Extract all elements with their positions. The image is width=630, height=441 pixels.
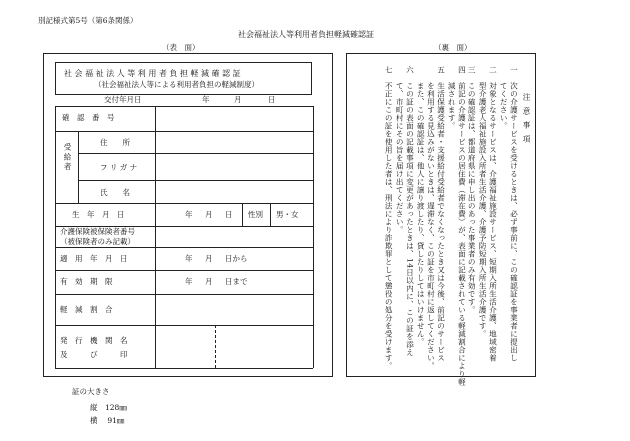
confirmation-number-label: 確 認 番 号	[62, 113, 115, 122]
insured-number-label: 介護保険被保険者番号	[60, 227, 135, 236]
back-label: （裏 面）	[434, 43, 472, 52]
note-item-4: 四 前記の介護サービスの居住費（滞在費）が、表面に記載されている軽減割合により軽 減されます。	[447, 66, 467, 386]
insured-number-note: （被保険者のみ記載）	[60, 237, 135, 246]
front-label: （表 面）	[162, 43, 200, 52]
card-title: 社 会 福 祉 法 人 等 利 用 者 負 担 軽 減 確 認 証	[64, 69, 241, 78]
card-size-label: 証の大きさ	[72, 387, 110, 396]
sex-value: 男・女	[276, 210, 299, 219]
card-subtitle: （社会福祉法人等による利用者負担の軽減制度）	[94, 80, 259, 89]
page-title: 社会福祉法人等利用者負担軽減確認証	[238, 30, 374, 39]
start-month: 月	[205, 254, 213, 263]
reduction-label: 軽 減 割 合	[60, 305, 113, 314]
start-date-label: 適 用 年 月 日	[60, 254, 128, 263]
address-label: 住 所	[100, 138, 130, 147]
issuer-label: 発 行 機 関 名	[60, 336, 128, 345]
notes-heading: 注 意 事 項	[522, 93, 531, 145]
expiry-day: 日まで	[225, 277, 248, 286]
birth-day: 日	[225, 210, 233, 219]
issuer-seal-label: 及 び 印	[60, 350, 128, 359]
note-item-1: 一 次の介護サービスを受けるときは、必ず事前に、この確認証を事業者に提出し てください。	[499, 66, 519, 362]
start-day: 日から	[225, 254, 248, 263]
name-label: 氏 名	[100, 188, 130, 197]
card-size-width: 横 91㎜	[90, 416, 125, 425]
sex-label: 性別	[248, 210, 263, 219]
birth-month: 月	[205, 210, 213, 219]
note-item-6: 六 この証の表面の記載事項に変更があったときは、14日以内に、この証を添え て、市町村にその旨を届け出てください。	[395, 66, 415, 357]
issue-month: 月	[234, 95, 242, 104]
note-item-3: 三 この確認証は、都道府県に申し出のあった事業者のみ有効です。	[467, 66, 477, 314]
note-item-2: 二 対象となるサービスは、介護福祉施設サービス、短期入所生活介護、地域密着 型介護老人福祉施設入所者生活介護、介護予防短期入所生活介護です。	[478, 66, 498, 362]
birthdate-label: 生 年 月 日	[72, 210, 125, 219]
expiry-year: 年	[185, 277, 193, 286]
furigana-label: フ リ ガ ナ	[100, 163, 138, 172]
card-title-box	[55, 62, 312, 95]
form-number: 別記様式第5号（第6条関係）	[38, 16, 138, 25]
expiry-label: 有 効 期 限	[60, 277, 113, 286]
birth-year: 年	[185, 210, 193, 219]
recipient-label: 受給者	[63, 143, 72, 172]
card-size-height: 縦 128㎜	[90, 403, 127, 412]
expiry-month: 月	[205, 277, 213, 286]
issue-year: 年	[202, 95, 210, 104]
start-year: 年	[185, 254, 193, 263]
note-item-7: 七 不正にこの証を使用した者は、刑法により詐欺罪として懲役の処分を受けます。	[384, 66, 394, 370]
issue-date-label: 交付年月日	[104, 95, 142, 104]
note-item-5: 五 生活保護受給者・支援給付受給者でなくなったとき又は今後、前記のサービス を利用する見込みがないときは、遅滞なく、この証を市町村に返してください。 また、この確認証は、他人に譲り渡したり、貸したりしてはいけません。	[416, 66, 446, 370]
issue-day: 日	[268, 95, 276, 104]
